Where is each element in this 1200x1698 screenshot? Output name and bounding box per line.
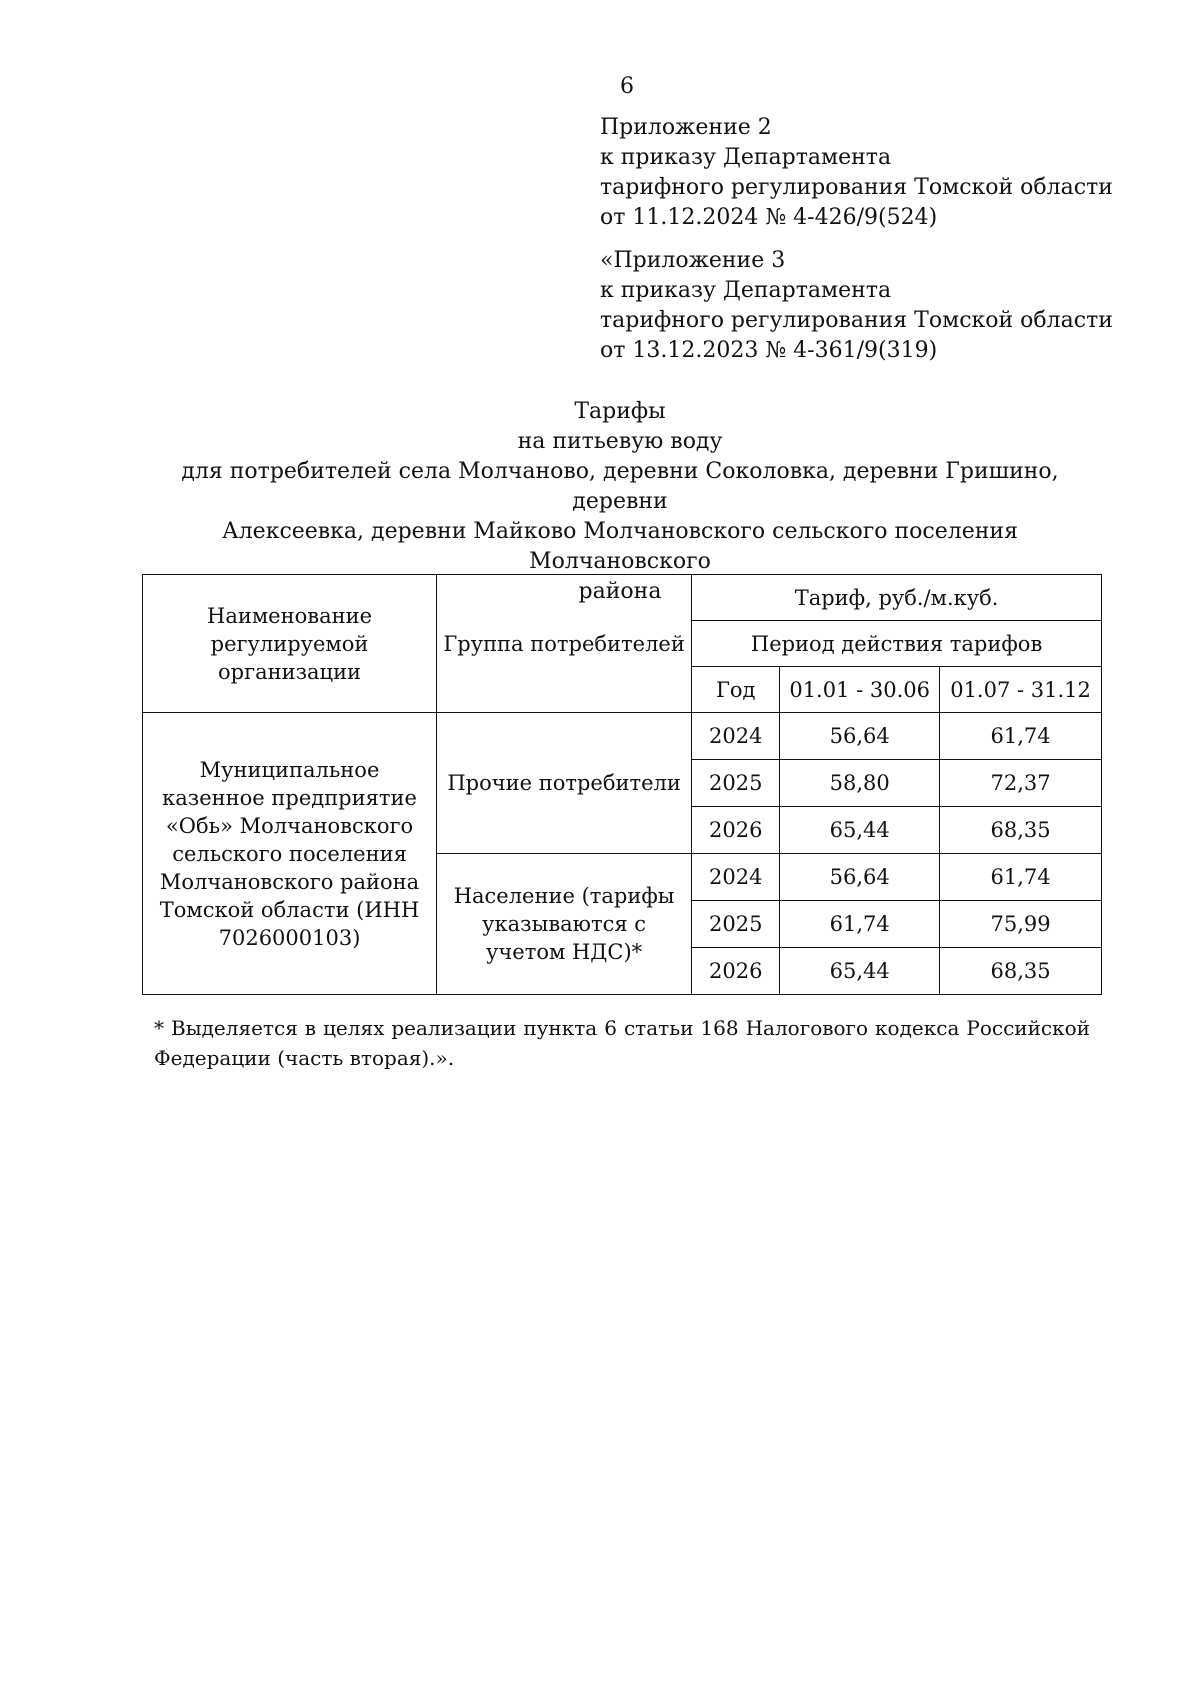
title-line: на питьевую воду bbox=[517, 429, 723, 454]
tariff-h1-cell: 56,64 bbox=[780, 854, 940, 901]
appendix-line: от 11.12.2024 № 4-426/9(524) bbox=[600, 205, 938, 230]
tariff-h1-cell: 65,44 bbox=[780, 948, 940, 995]
header-row bbox=[143, 575, 1102, 621]
tariff-h2-cell: 68,35 bbox=[940, 948, 1102, 995]
appendix-line: тарифного регулирования Томской области bbox=[600, 175, 1113, 200]
year-cell: 2024 bbox=[692, 854, 780, 901]
title-line: для потребителей села Молчаново, деревни Соколовка, деревни Гришино, деревни bbox=[181, 459, 1059, 514]
title-line: Тарифы bbox=[574, 399, 666, 424]
header-consumer-group: Группа потребителей bbox=[437, 575, 692, 713]
year-cell: 2025 bbox=[692, 901, 780, 948]
tariff-h1-cell: 56,64 bbox=[780, 713, 940, 760]
appendix-line: к приказу Департамента bbox=[600, 145, 892, 170]
appendix-line: Приложение 2 bbox=[600, 115, 772, 140]
header-org-name: Наименование регулируемой организации bbox=[143, 575, 437, 713]
tariff-h1-cell: 65,44 bbox=[780, 807, 940, 854]
tariff-table bbox=[142, 574, 1102, 995]
tariff-h2-cell: 68,35 bbox=[940, 807, 1102, 854]
title-line: района bbox=[578, 579, 662, 604]
tariff-h2-cell: 72,37 bbox=[940, 760, 1102, 807]
tariff-h1-cell: 58,80 bbox=[780, 760, 940, 807]
tariff-h2-cell: 61,74 bbox=[940, 713, 1102, 760]
year-cell: 2026 bbox=[692, 948, 780, 995]
consumer-group-cell: Население (тарифы указываются с учетом НДС)* bbox=[437, 854, 692, 995]
appendix-reference-previous bbox=[600, 246, 1113, 366]
header-period-2: 01.07 - 31.12 bbox=[940, 667, 1102, 713]
tariff-h1-cell: 61,74 bbox=[780, 901, 940, 948]
appendix-line: тарифного регулирования Томской области bbox=[600, 308, 1113, 333]
footnote: * Выделяется в целях реализации пункта 6 статьи 168 Налогового кодекса Российской Федерации (часть вторая).». bbox=[154, 1016, 1090, 1070]
header-year: Год bbox=[692, 667, 780, 713]
appendix-line: к приказу Департамента bbox=[600, 278, 892, 303]
header-tariff: Тариф, руб./м.куб. bbox=[692, 575, 1102, 621]
organization-cell: Муниципальное казенное предприятие «Обь» Молчановского сельского поселения Молчановского района Томской области (ИНН 7026000103) bbox=[143, 713, 437, 995]
title-line: Алексеевка, деревни Майково Молчановского сельского поселения Молчановского bbox=[222, 519, 1018, 574]
header-period: Период действия тарифов bbox=[692, 621, 1102, 667]
header-period-1: 01.01 - 30.06 bbox=[780, 667, 940, 713]
consumer-group-cell: Прочие потребители bbox=[437, 713, 692, 854]
appendix-reference-current bbox=[600, 113, 1113, 233]
page-number: 6 bbox=[620, 74, 634, 99]
appendix-line: от 13.12.2023 № 4-361/9(319) bbox=[600, 338, 938, 363]
table-row bbox=[143, 713, 1102, 760]
appendix-line: «Приложение 3 bbox=[600, 248, 786, 273]
tariff-h2-cell: 61,74 bbox=[940, 854, 1102, 901]
year-cell: 2025 bbox=[692, 760, 780, 807]
year-cell: 2024 bbox=[692, 713, 780, 760]
tariff-h2-cell: 75,99 bbox=[940, 901, 1102, 948]
year-cell: 2026 bbox=[692, 807, 780, 854]
